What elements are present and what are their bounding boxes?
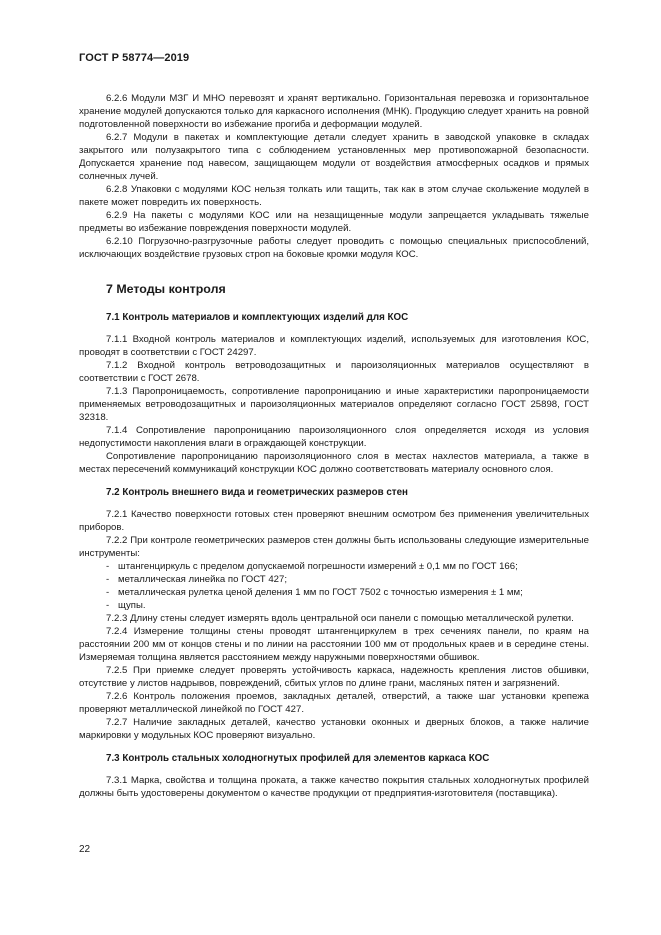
page-number: 22: [79, 844, 91, 855]
paragraph-7-2-5: 7.2.5 При приемке следует проверять устойчивость каркаса, надежность крепления листов обшивки, отсутствие у листов надрывов, повреждений, сбитых углов по длине грани, масляных пятен и загрязнений.: [79, 665, 589, 689]
list-item: [79, 573, 589, 586]
list-dash: -: [106, 587, 110, 598]
list-dash: -: [106, 600, 110, 611]
document-header: ГОСТ Р 58774—2019: [79, 52, 190, 64]
paragraph-7-1-1: 7.1.1 Входной контроль материалов и комплектующих изделий, используемых для изготовления КОС, проводят в соответствии с ГОСТ 24297.: [79, 334, 589, 358]
subsection-7-1-heading: 7.1 Контроль материалов и комплектующих изделий для КОС: [106, 312, 409, 323]
paragraph-7-2-6: 7.2.6 Контроль положения проемов, закладных деталей, отверстий, а также шаг установки крепежа проверяют металлической линейкой по ГОСТ 427.: [79, 691, 589, 715]
paragraph-7-2-3: 7.2.3 Длину стены следует измерять вдоль центральной оси панели с помощью металлической рулетки.: [106, 613, 574, 624]
list-item-text: металлическая линейка по ГОСТ 427;: [118, 574, 288, 585]
paragraph-7-1-4: 7.1.4 Сопротивление паропроницанию пароизоляционного слоя определяется исходя из условия недопустимости накопления влаги в ограждающей конструкции.: [79, 425, 589, 449]
paragraph-6-2-10: 6.2.10 Погрузочно-разгрузочные работы следует проводить с помощью специальных приспособлений, исключающих воздействие грузовых строп на боковые кромки модуля КОС.: [79, 236, 589, 260]
paragraph-7-1-2: 7.1.2 Входной контроль ветроводозащитных и пароизоляционных материалов осуществляют в соответствии с ГОСТ 2678.: [79, 360, 589, 384]
paragraph-6-2-6: 6.2.6 Модули МЗГ И МНО перевозят и хранят вертикально. Горизонтальная перевозка и горизонтальное хранение модулей допускаются только для каркасного исполнения (МНК). Продукцию следует хранить на ровной подготовленной поверхности во избежание прогиба и деформации модулей.: [79, 93, 589, 130]
list-item-text: металлическая рулетка ценой деления 1 мм по ГОСТ 7502 с точностью измерения ± 1 мм;: [118, 587, 523, 598]
list-item: [79, 586, 589, 599]
paragraph-7-2-1: 7.2.1 Качество поверхности готовых стен проверяют внешним осмотром без применения увеличительных приборов.: [79, 509, 589, 533]
page-content: [79, 92, 589, 800]
paragraph-7-2-4: 7.2.4 Измерение толщины стены проводят штангенциркулем в трех сечениях панели, по краям на расстоянии 200 мм от концов стены и по линии на расстоянии 100 мм от продольных краев и в середине стены. Измеряемая толщина является расстоянием между наружными поверхностями обшивок.: [79, 626, 589, 663]
subsection-7-3-heading: 7.3 Контроль стальных холодногнутых профилей для элементов каркаса КОС: [106, 753, 490, 764]
paragraph-7-2-2: 7.2.2 При контроле геометрических размеров стен должны быть использованы следующие измерительные инструменты:: [79, 535, 589, 559]
list-dash: -: [106, 561, 110, 572]
paragraph-6-2-8: 6.2.8 Упаковки с модулями КОС нельзя толкать или тащить, так как в этом случае скольжение модулей в пакете может повредить их поверхность.: [79, 184, 589, 208]
section-7-heading: 7 Методы контроля: [106, 282, 226, 296]
paragraph-6-2-7: 6.2.7 Модули в пакетах и комплектующие детали следует хранить в заводской упаковке в складах закрытого или полузакрытого типа с соблюдением установленных мер противопожарной безопасности. Допускается хранение под навесом, защищающем модули от воздействия атмосферных осадков и прямых солнечных лучей.: [79, 132, 589, 182]
paragraph-6-2-9: 6.2.9 На пакеты с модулями КОС или на незащищенные модули запрещается укладывать тяжелые предметы во избежание повреждения поверхности модулей.: [79, 210, 589, 234]
paragraph-7-1-4-cont: Сопротивление паропроницанию пароизоляционного слоя в местах нахлестов материала, а также в местах пересечений коммуникаций конструкции КОС должно соответствовать материалу основного слоя.: [79, 451, 589, 475]
paragraph-7-1-3: 7.1.3 Паропроницаемость, сопротивление паропроницанию и иные характеристики паропроницаемости применяемых ветроводозащитных и пароизоляционных материалов определяют согласно ГОСТ 25898, ГОСТ 32318.: [79, 386, 589, 423]
list-item: [79, 560, 589, 573]
list-item-text: щупы.: [118, 600, 146, 611]
subsection-7-2-heading: 7.2 Контроль внешнего вида и геометрических размеров стен: [106, 487, 408, 498]
list-item-text: штангенциркуль с пределом допускаемой погрешности измерений ± 0,1 мм по ГОСТ 166;: [118, 561, 518, 572]
list-dash: -: [106, 574, 110, 585]
paragraph-7-2-7: 7.2.7 Наличие закладных деталей, качество установки оконных и дверных блоков, а также наличие маркировки у модульных КОС проверяют визуально.: [79, 717, 589, 741]
paragraph-7-3-1: 7.3.1 Марка, свойства и толщина проката, а также качество покрытия стальных холодногнутых профилей должны быть удостоверены документом о качестве продукции от предприятия-изготовителя (поставщика).: [79, 775, 589, 799]
list-item: [79, 599, 589, 612]
